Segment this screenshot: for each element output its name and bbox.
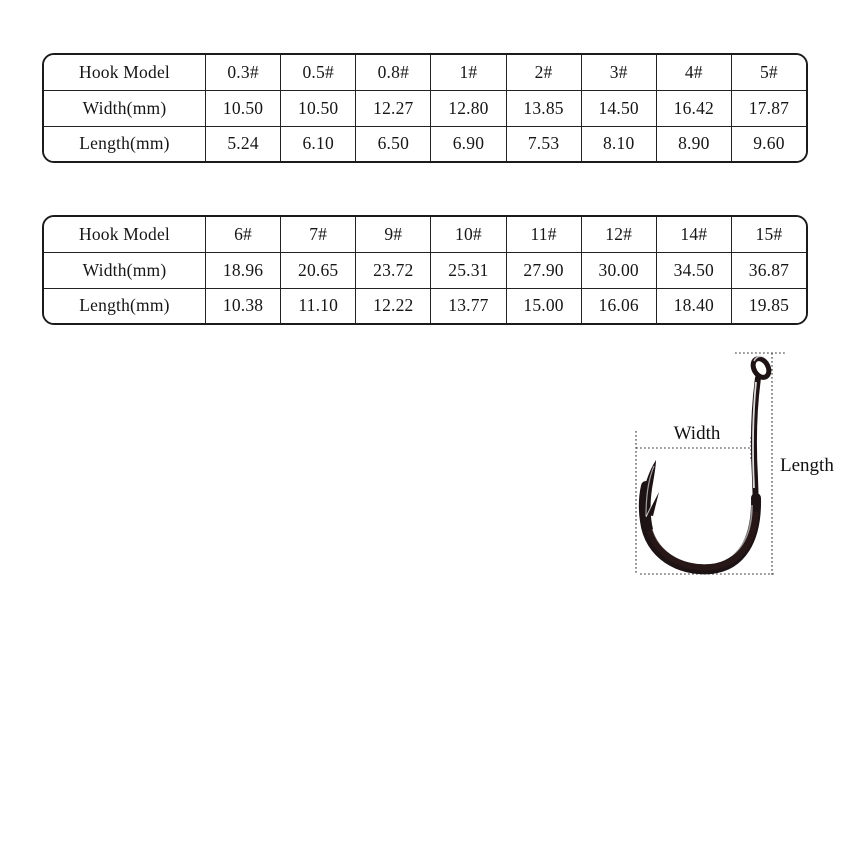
length-value-cell: 12.22 <box>355 288 430 323</box>
hook-model-cell: 5# <box>731 55 806 90</box>
length-value-cell: 13.77 <box>430 288 505 323</box>
row-label-length: Length(mm) <box>44 288 205 323</box>
width-value-cell: 13.85 <box>506 90 581 125</box>
length-value-cell: 5.24 <box>205 126 280 161</box>
width-value-cell: 36.87 <box>731 252 806 287</box>
length-value-cell: 19.85 <box>731 288 806 323</box>
hook-model-cell: 0.3# <box>205 55 280 90</box>
hook-model-cell: 6# <box>205 217 280 252</box>
length-value-cell: 7.53 <box>506 126 581 161</box>
width-value-cell: 20.65 <box>280 252 355 287</box>
length-value-cell: 6.90 <box>430 126 505 161</box>
hook-model-cell: 2# <box>506 55 581 90</box>
length-value-cell: 16.06 <box>581 288 656 323</box>
row-label-width: Width(mm) <box>44 252 205 287</box>
fishing-hook <box>642 356 772 569</box>
width-value-cell: 34.50 <box>656 252 731 287</box>
dimension-lines <box>636 353 786 575</box>
width-value-cell: 12.27 <box>355 90 430 125</box>
length-value-cell: 15.00 <box>506 288 581 323</box>
width-value-cell: 17.87 <box>731 90 806 125</box>
hook-model-cell: 10# <box>430 217 505 252</box>
hook-model-cell: 15# <box>731 217 806 252</box>
width-value-cell: 16.42 <box>656 90 731 125</box>
width-dimension-label: Width <box>673 423 721 444</box>
row-label-width: Width(mm) <box>44 90 205 125</box>
hook-model-cell: 0.5# <box>280 55 355 90</box>
width-value-cell: 25.31 <box>430 252 505 287</box>
width-value-cell: 10.50 <box>280 90 355 125</box>
hook-model-cell: 7# <box>280 217 355 252</box>
hook-model-cell: 4# <box>656 55 731 90</box>
length-value-cell: 9.60 <box>731 126 806 161</box>
length-dimension-label: Length <box>780 455 834 476</box>
length-value-cell: 6.10 <box>280 126 355 161</box>
length-value-cell: 10.38 <box>205 288 280 323</box>
width-value-cell: 27.90 <box>506 252 581 287</box>
hook-point <box>642 460 656 532</box>
hook-model-cell: 11# <box>506 217 581 252</box>
length-value-cell: 8.90 <box>656 126 731 161</box>
length-value-cell: 6.50 <box>355 126 430 161</box>
length-value-cell: 11.10 <box>280 288 355 323</box>
row-label-hook-model: Hook Model <box>44 217 205 252</box>
hook-model-cell: 14# <box>656 217 731 252</box>
width-value-cell: 30.00 <box>581 252 656 287</box>
width-value-cell: 14.50 <box>581 90 656 125</box>
length-value-cell: 8.10 <box>581 126 656 161</box>
length-value-cell: 18.40 <box>656 288 731 323</box>
hook-model-cell: 0.8# <box>355 55 430 90</box>
width-value-cell: 23.72 <box>355 252 430 287</box>
row-label-length: Length(mm) <box>44 126 205 161</box>
width-value-cell: 18.96 <box>205 252 280 287</box>
hook-model-cell: 12# <box>581 217 656 252</box>
spec-table-large-sizes <box>42 215 808 325</box>
hook-model-cell: 9# <box>355 217 430 252</box>
hook-model-cell: 3# <box>581 55 656 90</box>
hook-model-cell: 1# <box>430 55 505 90</box>
spec-table-small-sizes <box>42 53 808 163</box>
row-label-hook-model: Hook Model <box>44 55 205 90</box>
width-value-cell: 12.80 <box>430 90 505 125</box>
width-value-cell: 10.50 <box>205 90 280 125</box>
